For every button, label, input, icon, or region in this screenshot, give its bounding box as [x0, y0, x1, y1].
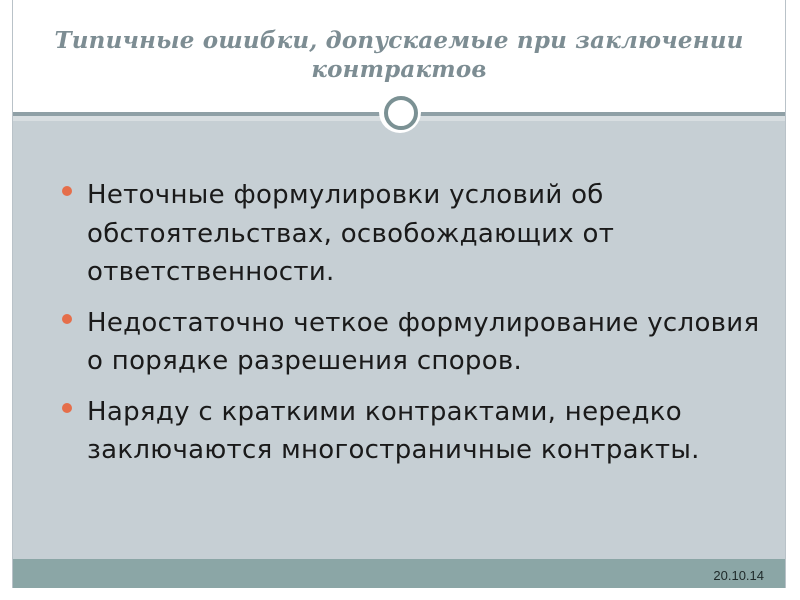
bullet-item	[62, 304, 762, 381]
bullet-dot-icon	[62, 403, 72, 413]
bullet-dot-icon	[62, 186, 72, 196]
footer-bar	[13, 559, 785, 588]
bullet-text: Недостаточно четкое формулирование условия о порядке разрешения споров.	[87, 307, 760, 376]
bullet-dot-icon	[62, 314, 72, 324]
title-line-1: Типичные ошибки, допускаемые при заключении	[54, 27, 744, 54]
bullet-item	[62, 176, 762, 292]
slide-date: 20.10.14	[713, 568, 764, 583]
title-line-2: контрактов	[311, 56, 487, 83]
slide-title	[13, 26, 785, 84]
bullet-item	[62, 393, 762, 470]
bullet-text: Неточные формулировки условий об обстоятельствах, освобождающих от ответственности.	[87, 180, 615, 287]
ring-icon	[384, 96, 418, 130]
bullet-text: Наряду с краткими контрактами, нередко заключаются многостраничные контракты.	[87, 396, 700, 465]
bullet-list	[62, 176, 762, 482]
